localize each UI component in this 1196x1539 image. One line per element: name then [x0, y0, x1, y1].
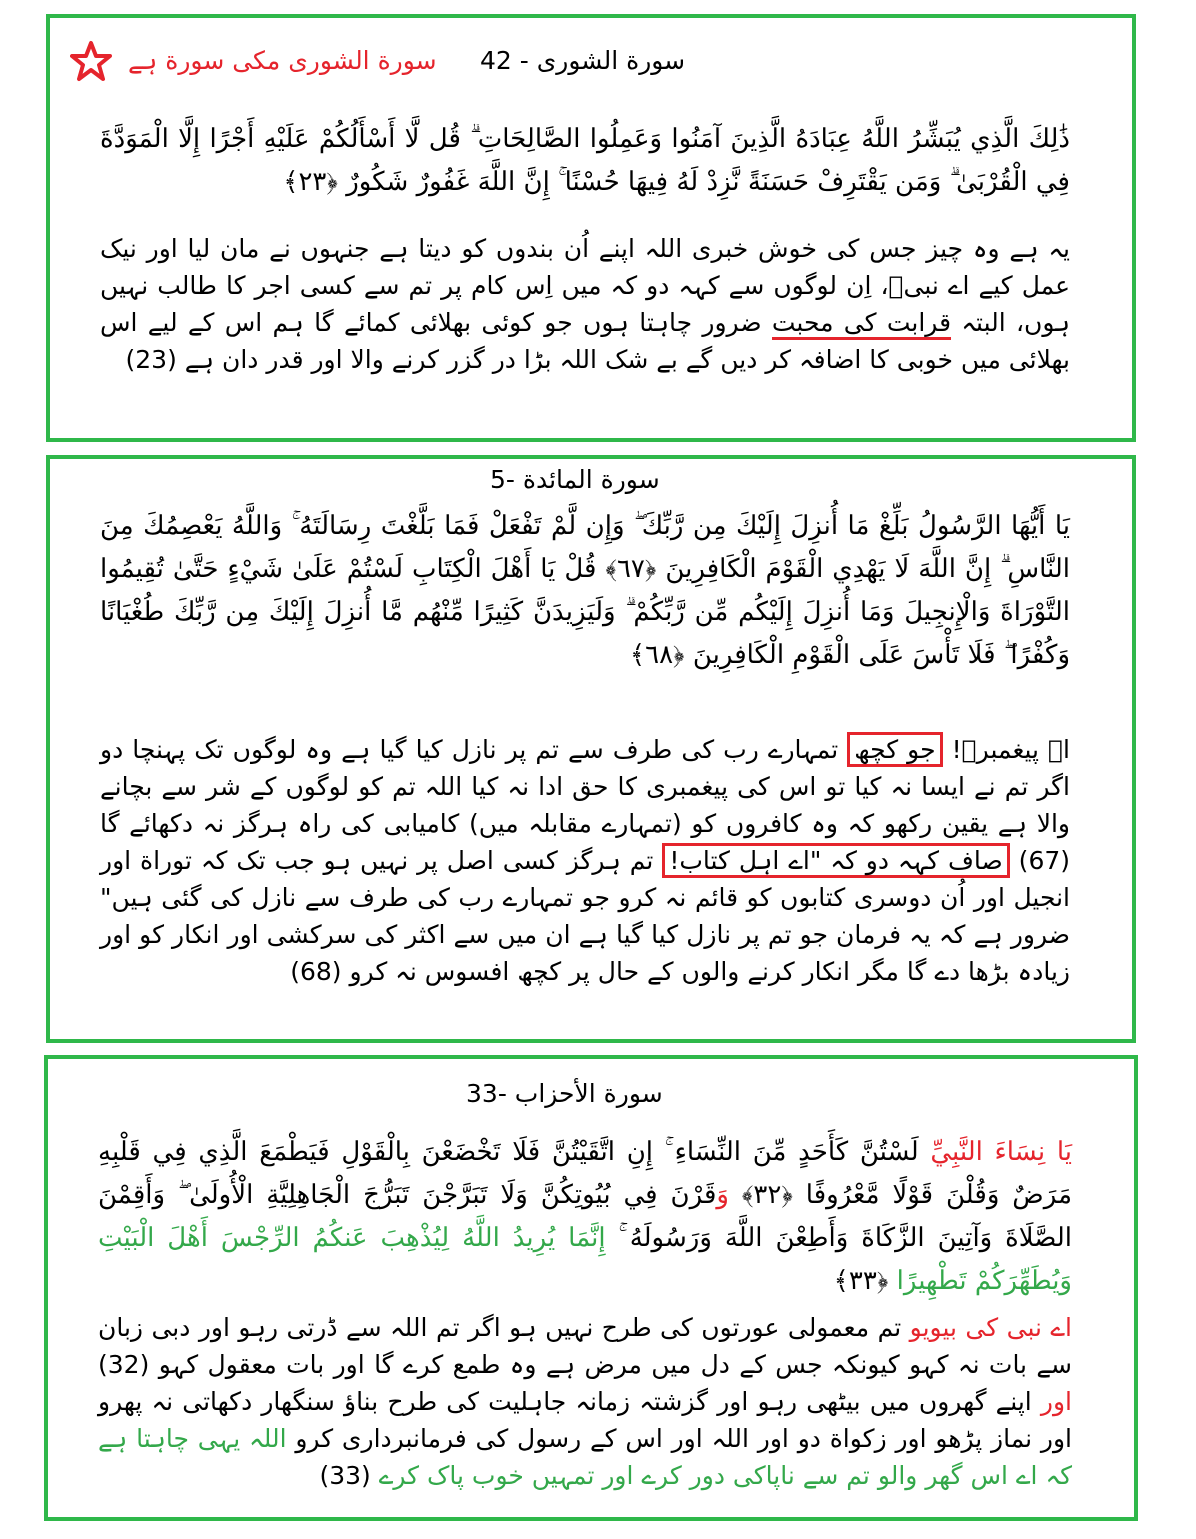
arabic-verse: يَا أَيُّهَا الرَّسُولُ بَلِّغْ مَا أُنزِلَ إِلَيْكَ مِن رَّبِّكَ ۖ وَإِن لَّمْ تَفْعَلْ فَمَا بَلَّغْتَ رِسَالَتَهُ ۚ وَاللَّهُ يَعْصِمُكَ مِنَ النَّاسِ ۗ إِنَّ اللَّهَ لَا يَهْدِي الْقَوْمَ الْكَافِرِينَ ﴿٦٧﴾ قُلْ يَا أَهْلَ الْكِتَابِ لَسْتُمْ عَلَىٰ شَيْءٍ حَتَّىٰ تُقِيمُوا التَّوْرَاةَ وَالْإِنجِيلَ وَمَا أُنزِلَ إِلَيْكُم مِّن رَّبِّكُمْ ۗ وَلَيَزِيدَنَّ كَثِيرًا مِّنْهُم مَّا أُنزِلَ إِلَيْكَ مِن رَّبِّكَ طُغْيَانًا وَكُفْرًا ۖ فَلَا تَأْسَ عَلَى الْقَوْمِ الْكَافِرِينَ ﴿٦٨﴾	[100, 511, 1070, 670]
urdu-translation	[100, 731, 1070, 990]
underlined-phrase: قرابت کی محبت	[772, 308, 951, 340]
urdu-text: یہ ہے وہ چیز جس کی خوش خبری اللہ اپنے اُن بندوں کو دیتا ہے جنہوں نے مان لیا اور نیک عمل کیے اے نبیؐ، اِن لوگوں سے کہہ دو کہ میں اِس کام پر تم سے کسی اجر کا طالب نہیں ہوں، البتہ	[100, 234, 1070, 337]
arabic-text: قَرْنَ فِي بُيُوتِكُنَّ وَلَا تَبَرَّجْنَ تَبَرُّجَ الْجَاهِلِيَّةِ الْأُولَىٰ ۖ وَأَقِمْنَ الصَّلَاةَ وَآتِينَ الزَّكَاةَ وَأَطِعْنَ اللَّهَ وَرَسُولَهُ ۚ	[98, 1180, 1072, 1253]
boxed-phrase: صاف کہہ دو کہ "اے اہل کتاب!	[662, 843, 1009, 878]
star-outline-icon	[70, 40, 112, 82]
urdu-text: (33)	[319, 1461, 371, 1490]
makki-note: سورة الشوری مکی سورة ہے	[128, 46, 437, 75]
urdu-highlight: اور	[1040, 1387, 1072, 1416]
urdu-text: تم معمولی عورتوں کی طرح نہیں ہو اگر تم اللہ سے ڈرتی رہو اور دبی زبان سے بات نہ کہو کیونکہ جس کے دل میں مرض ہے وہ طمع کرے گا اور بات معقول کہو (32)	[98, 1313, 1072, 1379]
urdu-green-highlight: اللہ یہی چاہتا ہے کہ اے اس گھر والو تم سے ناپاکی دور کرے اور تمہیں خوب پاک کرے	[98, 1424, 1072, 1490]
surah-maidah-panel	[46, 455, 1136, 1043]
boxed-phrase: جو کچھ	[847, 732, 942, 767]
surah-title: سورة الشوری - 42	[480, 46, 686, 75]
urdu-translation	[100, 230, 1070, 378]
urdu-text: اپنے گھروں میں بیٹھی رہو اور گزشتہ زمانہ جاہلیت کی طرح بناؤ سنگھار دکھاتی نہ پھرو اور نماز پڑھو اور زکواة دو اور اللہ اور اس کے رسول کی فرمانبرداری کرو	[98, 1387, 1073, 1453]
arabic-verse	[98, 1131, 1072, 1303]
urdu-translation	[98, 1309, 1072, 1494]
surah-ahzab-panel	[44, 1055, 1138, 1521]
surah-shura-panel	[46, 14, 1136, 442]
urdu-highlight: اے نبی کی بیویو	[909, 1313, 1072, 1342]
arabic-green-highlight: إِنَّمَا يُرِيدُ اللَّهُ لِيُذْهِبَ عَنكُمُ الرِّجْسَ أَهْلَ الْبَيْتِ وَيُطَهِّرَكُمْ تَطْهِيرًا	[98, 1223, 1072, 1296]
urdu-text: اے پیغمبرؐ!	[951, 735, 1071, 764]
surah-title: سورة الأحزاب -33	[466, 1079, 663, 1108]
arabic-highlight: يَا نِسَاءَ النَّبِيِّ	[930, 1137, 1073, 1167]
arabic-verse: ذَٰلِكَ الَّذِي يُبَشِّرُ اللَّهُ عِبَادَهُ الَّذِينَ آمَنُوا وَعَمِلُوا الصَّالِحَاتِ ۗ قُل لَّا أَسْأَلُكُمْ عَلَيْهِ أَجْرًا إِلَّا الْمَوَدَّةَ فِي الْقُرْبَىٰ ۗ وَمَن يَقْتَرِفْ حَسَنَةً نَّزِدْ لَهُ فِيهَا حُسْنًا ۚ إِنَّ اللَّهَ غَفُورٌ شَكُورٌ ﴿٢٣﴾	[100, 124, 1070, 197]
surah-title: سورة المائدة -5	[490, 465, 660, 494]
ayah-marker: ﴿٣٣﴾	[833, 1266, 889, 1296]
urdu-text: ضرور چاہتا ہوں جو کوئی بھلائی کمائے گا ہم اس کے لیے اس بھلائی میں خوبی کا اضافہ کر دیں گے بے شک اللہ بڑا در گزر کرنے والا اور قدر دان ہے (23)	[100, 308, 1070, 374]
urdu-text: تم ہرگز کسی اصل پر نہیں ہو جب تک کہ توراة اور انجیل اور اُن دوسری کتابوں کو قائم نہ کرو جو تمہارے رب کی طرف سے نازل کی گئی ہیں" ضرور ہے کہ یہ فرمان جو تم پر نازل کیا گیا ہے ان میں سے اکثر کی سرکشی اور انکار کو اور زیادہ بڑھا دے گا مگر انکار کرنے والوں کے حال پر کچھ افسوس نہ کرو (68)	[100, 846, 1070, 986]
arabic-highlight: وَ	[716, 1180, 729, 1210]
arabic-text: لَسْتُنَّ كَأَحَدٍ مِّنَ النِّسَاءِ ۚ إِنِ اتَّقَيْتُنَّ فَلَا تَخْضَعْنَ بِالْقَوْلِ فَيَطْمَعَ الَّذِي فِي قَلْبِهِ مَرَضٌ وَقُلْنَ قَوْلًا مَّعْرُوفًا ﴿٣٢﴾	[98, 1137, 1073, 1210]
urdu-text: تمہارے رب کی طرف سے تم پر نازل کیا گیا ہے وہ لوگوں تک پہنچا دو اگر تم نے ایسا نہ کیا تو اس کی پیغمبری کا حق ادا نہ کیا اللہ تم کو لوگوں کے شر سے بچانے والا ہے یقین رکھو کہ وہ کافروں کو (تمہارے مقابلہ میں) کامیابی کی راہ ہرگز نہ دکھائے گا (67)	[100, 735, 1071, 875]
